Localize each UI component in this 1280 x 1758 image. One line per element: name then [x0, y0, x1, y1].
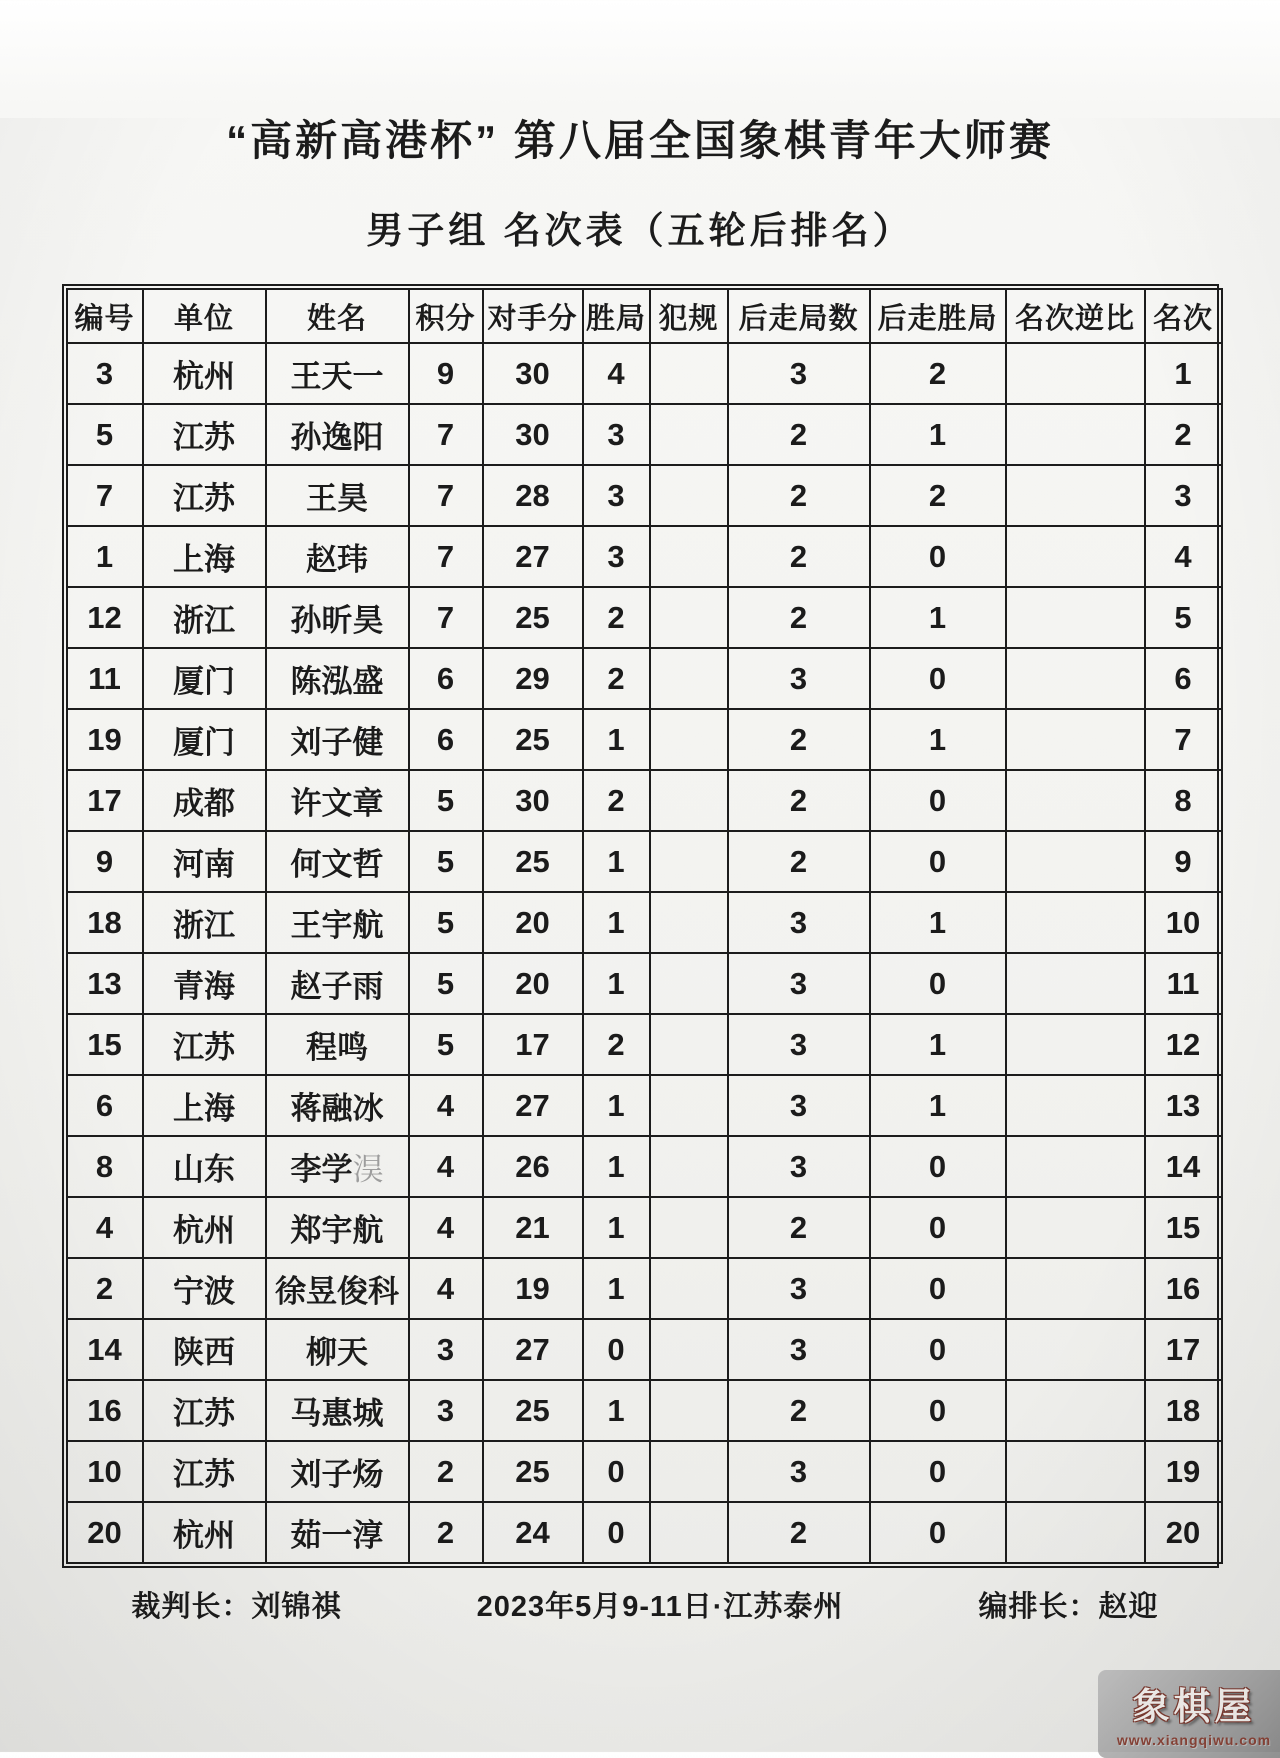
table-row — [67, 1380, 1222, 1441]
table-row — [67, 648, 1222, 709]
cell-second-move-games: 2 — [728, 404, 870, 465]
cell-rank: 5 — [1145, 587, 1222, 648]
cell-opponent-points: 20 — [483, 892, 583, 953]
cell-rank-ratio — [1006, 1075, 1145, 1136]
cell-unit: 江苏 — [143, 1380, 266, 1441]
cell-wins: 0 — [583, 1502, 650, 1563]
cell-points: 3 — [409, 1380, 483, 1441]
cell-points: 6 — [409, 648, 483, 709]
cell-wins: 2 — [583, 1014, 650, 1075]
column-header-unit: 单位 — [143, 289, 266, 343]
cell-unit: 厦门 — [143, 648, 266, 709]
column-header-fouls: 犯规 — [650, 289, 728, 343]
cell-opponent-points: 30 — [483, 343, 583, 404]
cell-wins: 1 — [583, 831, 650, 892]
cell-rank-ratio — [1006, 343, 1145, 404]
cell-rank-ratio — [1006, 648, 1145, 709]
cell-unit: 杭州 — [143, 343, 266, 404]
cell-number: 18 — [67, 892, 143, 953]
cell-rank: 17 — [1145, 1319, 1222, 1380]
cell-fouls — [650, 1136, 728, 1197]
cell-number: 9 — [67, 831, 143, 892]
cell-name: 王宇航 — [266, 892, 409, 953]
cell-opponent-points: 25 — [483, 1380, 583, 1441]
cell-second-move-games: 2 — [728, 1502, 870, 1563]
cell-unit: 江苏 — [143, 1014, 266, 1075]
cell-points: 5 — [409, 1014, 483, 1075]
table-row — [67, 1136, 1222, 1197]
cell-number: 14 — [67, 1319, 143, 1380]
cell-points: 7 — [409, 526, 483, 587]
watermark-url: www.xiangqiwu.com — [1116, 1732, 1272, 1748]
cell-rank: 2 — [1145, 404, 1222, 465]
cell-fouls — [650, 465, 728, 526]
table-row — [67, 1075, 1222, 1136]
table-row — [67, 1258, 1222, 1319]
cell-number: 16 — [67, 1380, 143, 1441]
group-subtitle: 男子组 名次表（五轮后排名） — [366, 210, 914, 252]
cell-fouls — [650, 1197, 728, 1258]
cell-wins: 1 — [583, 709, 650, 770]
cell-second-move-games: 3 — [728, 1014, 870, 1075]
cell-second-move-wins: 1 — [870, 709, 1006, 770]
results-table — [66, 288, 1223, 1564]
cell-rank-ratio — [1006, 709, 1145, 770]
cell-rank-ratio — [1006, 587, 1145, 648]
cell-rank: 16 — [1145, 1258, 1222, 1319]
table-row — [67, 1319, 1222, 1380]
cell-unit: 山东 — [143, 1136, 266, 1197]
cell-fouls — [650, 1441, 728, 1502]
cell-name: 蒋融冰 — [266, 1075, 409, 1136]
page — [0, 118, 1280, 1752]
cell-opponent-points: 25 — [483, 709, 583, 770]
cell-number: 19 — [67, 709, 143, 770]
cell-rank: 7 — [1145, 709, 1222, 770]
cell-points: 7 — [409, 404, 483, 465]
cell-rank-ratio — [1006, 465, 1145, 526]
column-header-name: 姓名 — [266, 289, 409, 343]
cell-number: 7 — [67, 465, 143, 526]
column-header-opponent-points: 对手分 — [483, 289, 583, 343]
cell-unit: 江苏 — [143, 404, 266, 465]
cell-name: 王天一 — [266, 343, 409, 404]
cell-wins: 2 — [583, 770, 650, 831]
cell-name: 赵子雨 — [266, 953, 409, 1014]
cell-unit: 宁波 — [143, 1258, 266, 1319]
column-header-points: 积分 — [409, 289, 483, 343]
cell-second-move-games: 2 — [728, 1197, 870, 1258]
cell-wins: 1 — [583, 1075, 650, 1136]
cell-unit: 陕西 — [143, 1319, 266, 1380]
cell-points: 4 — [409, 1075, 483, 1136]
cell-second-move-wins: 1 — [870, 892, 1006, 953]
cell-number: 1 — [67, 526, 143, 587]
cell-name: 孙昕昊 — [266, 587, 409, 648]
cell-opponent-points: 25 — [483, 831, 583, 892]
cell-name: 李学淏 — [266, 1136, 409, 1197]
cell-opponent-points: 30 — [483, 404, 583, 465]
cell-points: 5 — [409, 770, 483, 831]
cell-fouls — [650, 1075, 728, 1136]
cell-second-move-games: 2 — [728, 587, 870, 648]
cell-wins: 1 — [583, 892, 650, 953]
cell-fouls — [650, 831, 728, 892]
cell-number: 12 — [67, 587, 143, 648]
cell-fouls — [650, 587, 728, 648]
cell-opponent-points: 30 — [483, 770, 583, 831]
cell-second-move-games: 2 — [728, 1380, 870, 1441]
cell-second-move-games: 2 — [728, 526, 870, 587]
cell-number: 5 — [67, 404, 143, 465]
cell-rank: 6 — [1145, 648, 1222, 709]
cell-points: 5 — [409, 831, 483, 892]
cell-second-move-games: 3 — [728, 1319, 870, 1380]
table-row — [67, 892, 1222, 953]
cell-rank-ratio — [1006, 831, 1145, 892]
cell-points: 4 — [409, 1136, 483, 1197]
table-row — [67, 465, 1222, 526]
watermark-logo: 象棋屋 — [1132, 1686, 1256, 1727]
cell-number: 4 — [67, 1197, 143, 1258]
cell-fouls — [650, 1319, 728, 1380]
referee-label: 裁判长：刘锦祺 — [131, 1591, 342, 1624]
cell-points: 7 — [409, 465, 483, 526]
cell-fouls — [650, 648, 728, 709]
cell-name: 马惠城 — [266, 1380, 409, 1441]
table-row — [67, 343, 1222, 404]
table-row — [67, 1197, 1222, 1258]
cell-rank: 18 — [1145, 1380, 1222, 1441]
cell-rank-ratio — [1006, 953, 1145, 1014]
table-row — [67, 1502, 1222, 1563]
cell-wins: 2 — [583, 648, 650, 709]
column-header-second-move-wins: 后走胜局 — [870, 289, 1006, 343]
cell-points: 5 — [409, 953, 483, 1014]
cell-points: 4 — [409, 1197, 483, 1258]
cell-fouls — [650, 404, 728, 465]
cell-points: 2 — [409, 1441, 483, 1502]
cell-fouls — [650, 526, 728, 587]
cell-unit: 浙江 — [143, 587, 266, 648]
cell-rank: 1 — [1145, 343, 1222, 404]
cell-name: 刘子健 — [266, 709, 409, 770]
cell-rank: 15 — [1145, 1197, 1222, 1258]
cell-opponent-points: 21 — [483, 1197, 583, 1258]
cell-points: 2 — [409, 1502, 483, 1563]
cell-opponent-points: 29 — [483, 648, 583, 709]
cell-second-move-wins: 2 — [870, 465, 1006, 526]
results-table-head — [67, 289, 1222, 343]
column-header-second-move-games: 后走局数 — [728, 289, 870, 343]
cell-second-move-games: 3 — [728, 1075, 870, 1136]
cell-unit: 江苏 — [143, 1441, 266, 1502]
cell-wins: 3 — [583, 404, 650, 465]
arranger-label: 编排长：赵迎 — [978, 1591, 1159, 1624]
cell-wins: 1 — [583, 1197, 650, 1258]
cell-unit: 青海 — [143, 953, 266, 1014]
cell-rank: 14 — [1145, 1136, 1222, 1197]
cell-points: 6 — [409, 709, 483, 770]
cell-second-move-wins: 0 — [870, 1258, 1006, 1319]
cell-second-move-games: 2 — [728, 770, 870, 831]
cell-number: 15 — [67, 1014, 143, 1075]
cell-name: 郑宇航 — [266, 1197, 409, 1258]
cell-number: 17 — [67, 770, 143, 831]
cell-second-move-games: 2 — [728, 465, 870, 526]
cell-opponent-points: 20 — [483, 953, 583, 1014]
cell-points: 3 — [409, 1319, 483, 1380]
cell-rank-ratio — [1006, 1502, 1145, 1563]
cell-wins: 2 — [583, 587, 650, 648]
results-table-header-row — [67, 289, 1222, 343]
cell-rank-ratio — [1006, 892, 1145, 953]
table-row — [67, 587, 1222, 648]
cell-second-move-wins: 1 — [870, 404, 1006, 465]
cell-wins: 0 — [583, 1441, 650, 1502]
cell-unit: 成都 — [143, 770, 266, 831]
results-table-body — [67, 343, 1222, 1563]
cell-unit: 江苏 — [143, 465, 266, 526]
cell-number: 8 — [67, 1136, 143, 1197]
cell-rank: 11 — [1145, 953, 1222, 1014]
column-header-number: 编号 — [67, 289, 143, 343]
cell-rank-ratio — [1006, 1136, 1145, 1197]
column-header-rank-ratio: 名次逆比 — [1006, 289, 1145, 343]
cell-second-move-games: 3 — [728, 1258, 870, 1319]
cell-rank: 12 — [1145, 1014, 1222, 1075]
cell-fouls — [650, 1258, 728, 1319]
column-header-wins: 胜局 — [583, 289, 650, 343]
cell-number: 6 — [67, 1075, 143, 1136]
cell-rank: 19 — [1145, 1441, 1222, 1502]
cell-fouls — [650, 770, 728, 831]
cell-opponent-points: 25 — [483, 587, 583, 648]
cell-wins: 0 — [583, 1319, 650, 1380]
cell-rank: 10 — [1145, 892, 1222, 953]
cell-number: 11 — [67, 648, 143, 709]
cell-fouls — [650, 1014, 728, 1075]
cell-rank-ratio — [1006, 1258, 1145, 1319]
cell-rank-ratio — [1006, 770, 1145, 831]
cell-unit: 上海 — [143, 526, 266, 587]
results-table-frame — [62, 284, 1219, 1568]
cell-wins: 1 — [583, 1258, 650, 1319]
cell-rank-ratio — [1006, 1380, 1145, 1441]
cell-name: 程鸣 — [266, 1014, 409, 1075]
cell-second-move-wins: 0 — [870, 648, 1006, 709]
cell-name: 茹一淳 — [266, 1502, 409, 1563]
cell-unit: 杭州 — [143, 1502, 266, 1563]
watermark-badge — [1098, 1670, 1280, 1758]
cell-points: 4 — [409, 1258, 483, 1319]
cell-name: 刘子炀 — [266, 1441, 409, 1502]
cell-wins: 1 — [583, 953, 650, 1014]
cell-second-move-wins: 1 — [870, 1014, 1006, 1075]
cell-opponent-points: 24 — [483, 1502, 583, 1563]
cell-opponent-points: 27 — [483, 1319, 583, 1380]
cell-name: 许文章 — [266, 770, 409, 831]
cell-second-move-wins: 0 — [870, 770, 1006, 831]
footer — [62, 1584, 1219, 1625]
cell-opponent-points: 27 — [483, 526, 583, 587]
table-row — [67, 404, 1222, 465]
cell-opponent-points: 17 — [483, 1014, 583, 1075]
cell-number: 2 — [67, 1258, 143, 1319]
table-row — [67, 1441, 1222, 1502]
cell-opponent-points: 19 — [483, 1258, 583, 1319]
cell-second-move-games: 3 — [728, 1441, 870, 1502]
cell-fouls — [650, 953, 728, 1014]
cell-second-move-wins: 1 — [870, 1075, 1006, 1136]
table-row — [67, 1014, 1222, 1075]
cell-number: 20 — [67, 1502, 143, 1563]
cell-second-move-wins: 0 — [870, 831, 1006, 892]
cell-second-move-wins: 2 — [870, 343, 1006, 404]
cell-second-move-wins: 0 — [870, 1319, 1006, 1380]
cell-second-move-wins: 0 — [870, 1197, 1006, 1258]
cell-name: 何文哲 — [266, 831, 409, 892]
cell-wins: 4 — [583, 343, 650, 404]
cell-rank-ratio — [1006, 404, 1145, 465]
cell-rank-ratio — [1006, 1319, 1145, 1380]
cell-rank-ratio — [1006, 526, 1145, 587]
cell-unit: 厦门 — [143, 709, 266, 770]
cell-number: 3 — [67, 343, 143, 404]
cell-second-move-games: 3 — [728, 343, 870, 404]
cell-second-move-games: 2 — [728, 709, 870, 770]
cell-number: 10 — [67, 1441, 143, 1502]
cell-second-move-games: 3 — [728, 648, 870, 709]
cell-rank: 13 — [1145, 1075, 1222, 1136]
cell-second-move-wins: 0 — [870, 526, 1006, 587]
cell-opponent-points: 27 — [483, 1075, 583, 1136]
cell-fouls — [650, 1380, 728, 1441]
cell-rank-ratio — [1006, 1441, 1145, 1502]
cell-fouls — [650, 1502, 728, 1563]
cell-name: 赵玮 — [266, 526, 409, 587]
cell-unit: 河南 — [143, 831, 266, 892]
tournament-title: “高新高港杯” 第八届全国象棋青年大师赛 — [226, 117, 1054, 164]
cell-opponent-points: 25 — [483, 1441, 583, 1502]
cell-rank: 4 — [1145, 526, 1222, 587]
table-row — [67, 831, 1222, 892]
cell-number: 13 — [67, 953, 143, 1014]
cell-second-move-games: 2 — [728, 831, 870, 892]
cell-name: 孙逸阳 — [266, 404, 409, 465]
cell-points: 9 — [409, 343, 483, 404]
cell-wins: 3 — [583, 465, 650, 526]
table-row — [67, 709, 1222, 770]
cell-rank: 9 — [1145, 831, 1222, 892]
cell-second-move-games: 3 — [728, 953, 870, 1014]
cell-rank: 20 — [1145, 1502, 1222, 1563]
event-date-location: 2023年5月9-11日·江苏泰州 — [476, 1591, 844, 1624]
cell-opponent-points: 28 — [483, 465, 583, 526]
cell-name: 柳天 — [266, 1319, 409, 1380]
table-row — [67, 526, 1222, 587]
cell-unit: 杭州 — [143, 1197, 266, 1258]
cell-opponent-points: 26 — [483, 1136, 583, 1197]
cell-fouls — [650, 343, 728, 404]
cell-name: 王昊 — [266, 465, 409, 526]
table-row — [67, 770, 1222, 831]
cell-second-move-games: 3 — [728, 1136, 870, 1197]
cell-wins: 3 — [583, 526, 650, 587]
cell-second-move-wins: 0 — [870, 1136, 1006, 1197]
cell-wins: 1 — [583, 1380, 650, 1441]
cell-unit: 浙江 — [143, 892, 266, 953]
cell-name: 陈泓盛 — [266, 648, 409, 709]
cell-rank: 3 — [1145, 465, 1222, 526]
cell-points: 7 — [409, 587, 483, 648]
cell-name: 徐昱俊科 — [266, 1258, 409, 1319]
cell-wins: 1 — [583, 1136, 650, 1197]
cell-second-move-games: 3 — [728, 892, 870, 953]
cell-fouls — [650, 892, 728, 953]
cell-second-move-wins: 0 — [870, 1441, 1006, 1502]
cell-second-move-wins: 0 — [870, 953, 1006, 1014]
cell-points: 5 — [409, 892, 483, 953]
cell-rank-ratio — [1006, 1014, 1145, 1075]
cell-rank: 8 — [1145, 770, 1222, 831]
cell-unit: 上海 — [143, 1075, 266, 1136]
cell-second-move-wins: 0 — [870, 1502, 1006, 1563]
column-header-rank: 名次 — [1145, 289, 1222, 343]
cell-second-move-wins: 1 — [870, 587, 1006, 648]
cell-rank-ratio — [1006, 1197, 1145, 1258]
cell-fouls — [650, 709, 728, 770]
cell-second-move-wins: 0 — [870, 1380, 1006, 1441]
table-row — [67, 953, 1222, 1014]
